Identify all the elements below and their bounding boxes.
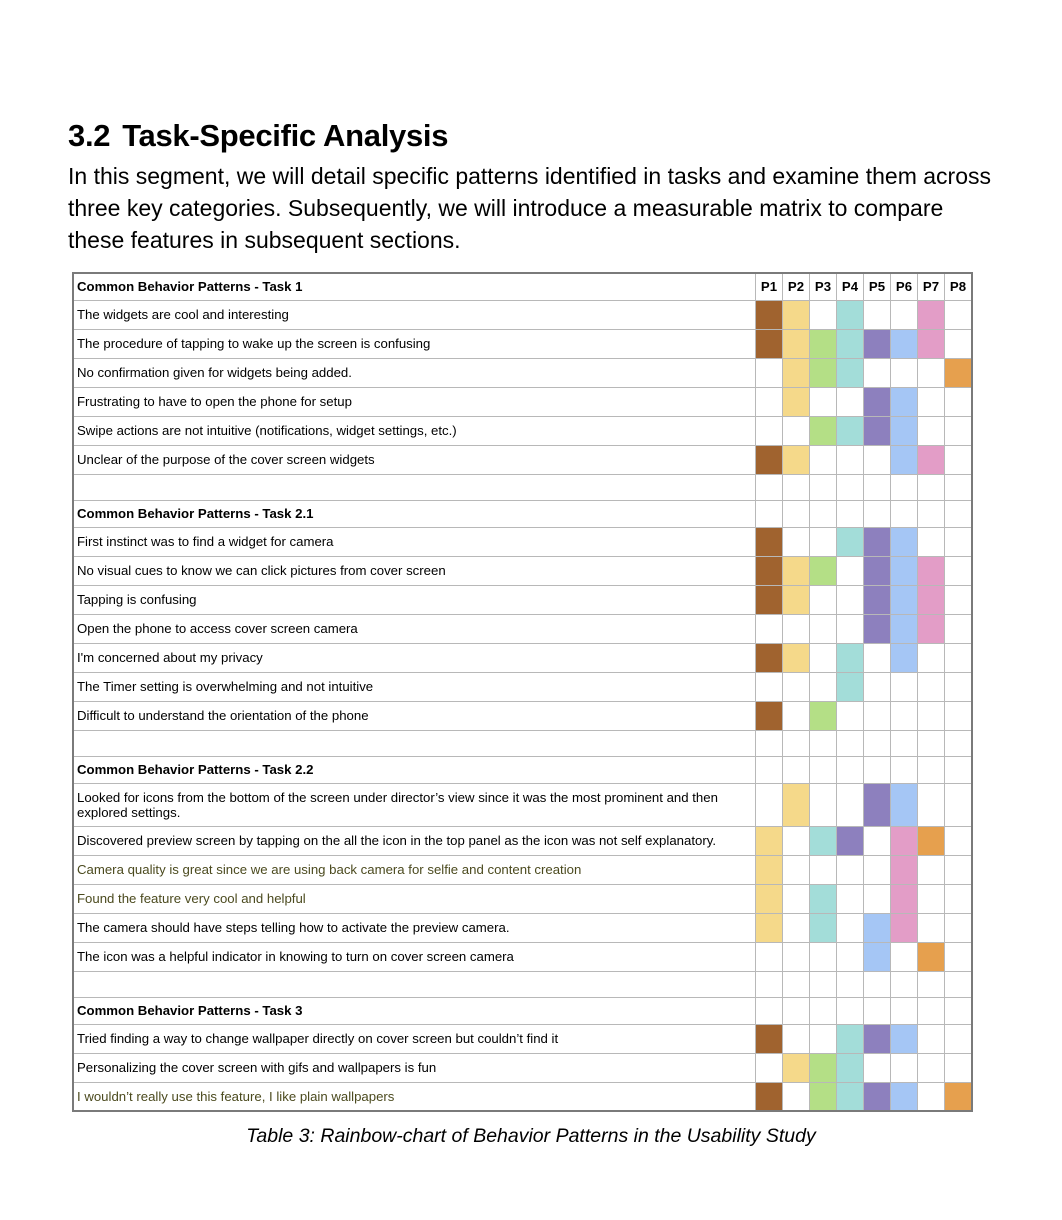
section-title: Task-Specific Analysis	[122, 118, 449, 153]
empty-cell	[810, 500, 837, 527]
empty-cell	[918, 358, 945, 387]
pattern-mark-cell	[891, 416, 918, 445]
empty-cell	[918, 643, 945, 672]
empty-cell	[783, 474, 810, 500]
pattern-mark-cell	[945, 358, 973, 387]
empty-cell	[918, 971, 945, 997]
empty-cell	[837, 756, 864, 783]
row-label: I wouldn’t really use this feature, I like plain wallpapers	[73, 1082, 756, 1111]
empty-cell	[918, 783, 945, 826]
section-header-label: Common Behavior Patterns - Task 2.2	[73, 756, 756, 783]
empty-cell	[783, 942, 810, 971]
empty-cell	[810, 445, 837, 474]
empty-cell	[756, 358, 783, 387]
section-header-label: Common Behavior Patterns - Task 1	[73, 273, 756, 300]
table-row	[73, 329, 972, 358]
empty-cell	[783, 997, 810, 1024]
empty-cell	[918, 756, 945, 783]
empty-cell	[945, 387, 973, 416]
section-header-row	[73, 997, 972, 1024]
pattern-mark-cell	[756, 884, 783, 913]
pattern-mark-cell	[783, 358, 810, 387]
row-label: Looked for icons from the bottom of the screen under director’s view since it was the most prominent and then explored settings.	[73, 783, 756, 826]
row-label: Personalizing the cover screen with gifs and wallpapers is fun	[73, 1053, 756, 1082]
empty-cell	[783, 971, 810, 997]
pattern-mark-cell	[918, 942, 945, 971]
row-label: Discovered preview screen by tapping on the all the icon in the top panel as the icon was not self explanatory.	[73, 826, 756, 855]
empty-cell	[945, 1053, 973, 1082]
empty-cell	[918, 387, 945, 416]
empty-cell	[783, 756, 810, 783]
empty-cell	[756, 387, 783, 416]
table-row	[73, 913, 972, 942]
empty-cell	[837, 884, 864, 913]
section-intro: In this segment, we will detail specific patterns identified in tasks and examine them across three key categories. Subsequently, we will introduce a measurable matrix to compare these features in subsequent sections.	[68, 163, 991, 253]
section-heading	[68, 118, 448, 154]
pattern-mark-cell	[837, 643, 864, 672]
pattern-mark-cell	[864, 913, 891, 942]
row-label	[73, 730, 756, 756]
pattern-mark-cell	[756, 556, 783, 585]
empty-cell	[864, 855, 891, 884]
empty-cell	[891, 701, 918, 730]
empty-cell	[810, 756, 837, 783]
empty-cell	[837, 701, 864, 730]
row-label: The camera should have steps telling how to activate the preview camera.	[73, 913, 756, 942]
empty-cell	[918, 500, 945, 527]
empty-cell	[918, 855, 945, 884]
empty-cell	[783, 855, 810, 884]
table-caption: Table 3: Rainbow-chart of Behavior Patterns in the Usability Study	[246, 1125, 816, 1147]
pattern-mark-cell	[891, 855, 918, 884]
empty-cell	[891, 300, 918, 329]
empty-cell	[756, 997, 783, 1024]
pattern-mark-cell	[810, 884, 837, 913]
empty-cell	[945, 997, 973, 1024]
pattern-mark-cell	[810, 556, 837, 585]
pattern-mark-cell	[756, 913, 783, 942]
empty-cell	[810, 474, 837, 500]
pattern-mark-cell	[810, 701, 837, 730]
empty-cell	[945, 701, 973, 730]
pattern-mark-cell	[891, 329, 918, 358]
row-label	[73, 474, 756, 500]
empty-cell	[810, 672, 837, 701]
table-row	[73, 585, 972, 614]
empty-cell	[810, 387, 837, 416]
pattern-mark-cell	[891, 884, 918, 913]
table-row	[73, 701, 972, 730]
table-row	[73, 643, 972, 672]
empty-cell	[864, 445, 891, 474]
pattern-mark-cell	[891, 1024, 918, 1053]
table-row	[73, 855, 972, 884]
empty-cell	[756, 756, 783, 783]
pattern-mark-cell	[783, 556, 810, 585]
pattern-mark-cell	[864, 585, 891, 614]
pattern-mark-cell	[918, 614, 945, 643]
empty-cell	[918, 701, 945, 730]
section-header-row	[73, 756, 972, 783]
table-row	[73, 358, 972, 387]
pattern-mark-cell	[891, 826, 918, 855]
empty-cell	[810, 585, 837, 614]
empty-cell	[756, 500, 783, 527]
participant-header: P5	[864, 273, 891, 300]
empty-cell	[864, 500, 891, 527]
empty-cell	[837, 387, 864, 416]
participant-header: P2	[783, 273, 810, 300]
empty-cell	[918, 730, 945, 756]
empty-cell	[891, 971, 918, 997]
empty-cell	[864, 643, 891, 672]
empty-cell	[945, 672, 973, 701]
pattern-mark-cell	[756, 585, 783, 614]
empty-cell	[891, 997, 918, 1024]
empty-cell	[783, 672, 810, 701]
empty-cell	[918, 416, 945, 445]
pattern-mark-cell	[756, 1082, 783, 1111]
pattern-mark-cell	[918, 585, 945, 614]
pattern-mark-cell	[891, 614, 918, 643]
participant-header: P6	[891, 273, 918, 300]
empty-cell	[891, 358, 918, 387]
empty-cell	[891, 474, 918, 500]
empty-cell	[945, 913, 973, 942]
pattern-mark-cell	[837, 527, 864, 556]
empty-cell	[864, 884, 891, 913]
empty-cell	[945, 500, 973, 527]
empty-cell	[837, 585, 864, 614]
empty-cell	[837, 855, 864, 884]
pattern-mark-cell	[864, 416, 891, 445]
pattern-mark-cell	[864, 614, 891, 643]
table-row	[73, 884, 972, 913]
empty-cell	[783, 1024, 810, 1053]
pattern-mark-cell	[756, 527, 783, 556]
empty-cell	[945, 756, 973, 783]
pattern-mark-cell	[891, 913, 918, 942]
blank-row	[73, 971, 972, 997]
table-row	[73, 1024, 972, 1053]
pattern-mark-cell	[891, 1082, 918, 1111]
pattern-mark-cell	[783, 387, 810, 416]
row-label: The widgets are cool and interesting	[73, 300, 756, 329]
empty-cell	[864, 756, 891, 783]
empty-cell	[810, 783, 837, 826]
empty-cell	[783, 913, 810, 942]
participant-header: P4	[837, 273, 864, 300]
table-row	[73, 783, 972, 826]
empty-cell	[864, 971, 891, 997]
empty-cell	[756, 942, 783, 971]
empty-cell	[945, 329, 973, 358]
row-label: The icon was a helpful indicator in knowing to turn on cover screen camera	[73, 942, 756, 971]
empty-cell	[891, 672, 918, 701]
table-row	[73, 416, 972, 445]
empty-cell	[864, 701, 891, 730]
empty-cell	[945, 942, 973, 971]
empty-cell	[756, 474, 783, 500]
empty-cell	[945, 783, 973, 826]
participant-header: P8	[945, 273, 973, 300]
empty-cell	[918, 1053, 945, 1082]
empty-cell	[891, 756, 918, 783]
empty-cell	[864, 997, 891, 1024]
empty-cell	[945, 527, 973, 556]
row-label	[73, 971, 756, 997]
table-row	[73, 527, 972, 556]
empty-cell	[756, 730, 783, 756]
empty-cell	[783, 614, 810, 643]
empty-cell	[918, 672, 945, 701]
empty-cell	[783, 701, 810, 730]
table-row	[73, 1053, 972, 1082]
row-label: Open the phone to access cover screen camera	[73, 614, 756, 643]
empty-cell	[945, 643, 973, 672]
empty-cell	[783, 730, 810, 756]
empty-cell	[810, 1024, 837, 1053]
row-label: No confirmation given for widgets being added.	[73, 358, 756, 387]
pattern-mark-cell	[837, 358, 864, 387]
empty-cell	[837, 783, 864, 826]
table-row	[73, 556, 972, 585]
empty-cell	[918, 913, 945, 942]
row-label: Difficult to understand the orientation of the phone	[73, 701, 756, 730]
table-row	[73, 387, 972, 416]
empty-cell	[810, 614, 837, 643]
pattern-mark-cell	[864, 329, 891, 358]
empty-cell	[945, 855, 973, 884]
row-label: Tapping is confusing	[73, 585, 756, 614]
empty-cell	[945, 1024, 973, 1053]
pattern-mark-cell	[837, 416, 864, 445]
empty-cell	[810, 942, 837, 971]
pattern-mark-cell	[756, 701, 783, 730]
row-label: Camera quality is great since we are using back camera for selfie and content creation	[73, 855, 756, 884]
row-label: First instinct was to find a widget for camera	[73, 527, 756, 556]
table-row	[73, 445, 972, 474]
pattern-mark-cell	[810, 358, 837, 387]
empty-cell	[756, 971, 783, 997]
empty-cell	[783, 826, 810, 855]
table-row	[73, 614, 972, 643]
section-header-row	[73, 500, 972, 527]
empty-cell	[891, 730, 918, 756]
row-label: Swipe actions are not intuitive (notifications, widget settings, etc.)	[73, 416, 756, 445]
pattern-mark-cell	[810, 913, 837, 942]
empty-cell	[864, 672, 891, 701]
empty-cell	[756, 672, 783, 701]
table-row	[73, 300, 972, 329]
pattern-mark-cell	[810, 416, 837, 445]
empty-cell	[810, 527, 837, 556]
pattern-mark-cell	[783, 329, 810, 358]
empty-cell	[864, 300, 891, 329]
pattern-mark-cell	[756, 643, 783, 672]
empty-cell	[837, 997, 864, 1024]
pattern-mark-cell	[810, 1082, 837, 1111]
table-row	[73, 826, 972, 855]
empty-cell	[945, 416, 973, 445]
empty-cell	[837, 971, 864, 997]
blank-row	[73, 730, 972, 756]
empty-cell	[810, 855, 837, 884]
empty-cell	[918, 1082, 945, 1111]
pattern-mark-cell	[945, 1082, 973, 1111]
empty-cell	[945, 730, 973, 756]
empty-cell	[756, 1053, 783, 1082]
pattern-mark-cell	[837, 1024, 864, 1053]
blank-row	[73, 474, 972, 500]
empty-cell	[783, 500, 810, 527]
row-label: Frustrating to have to open the phone for setup	[73, 387, 756, 416]
empty-cell	[837, 445, 864, 474]
row-label: Tried finding a way to change wallpaper directly on cover screen but couldn’t find it	[73, 1024, 756, 1053]
empty-cell	[837, 614, 864, 643]
empty-cell	[891, 500, 918, 527]
rainbow-chart-table	[72, 272, 973, 1112]
pattern-mark-cell	[810, 329, 837, 358]
empty-cell	[756, 783, 783, 826]
empty-cell	[810, 300, 837, 329]
empty-cell	[837, 913, 864, 942]
empty-cell	[783, 527, 810, 556]
table-row	[73, 1082, 972, 1111]
pattern-mark-cell	[864, 527, 891, 556]
empty-cell	[864, 1053, 891, 1082]
pattern-mark-cell	[756, 1024, 783, 1053]
empty-cell	[945, 971, 973, 997]
empty-cell	[945, 585, 973, 614]
empty-cell	[864, 730, 891, 756]
pattern-mark-cell	[837, 672, 864, 701]
pattern-mark-cell	[837, 329, 864, 358]
pattern-mark-cell	[756, 855, 783, 884]
row-label: Unclear of the purpose of the cover screen widgets	[73, 445, 756, 474]
empty-cell	[891, 1053, 918, 1082]
pattern-mark-cell	[756, 329, 783, 358]
pattern-mark-cell	[891, 527, 918, 556]
empty-cell	[864, 826, 891, 855]
pattern-mark-cell	[891, 783, 918, 826]
empty-cell	[837, 474, 864, 500]
empty-cell	[783, 416, 810, 445]
empty-cell	[837, 942, 864, 971]
empty-cell	[783, 884, 810, 913]
pattern-mark-cell	[891, 585, 918, 614]
pattern-mark-cell	[918, 826, 945, 855]
pattern-mark-cell	[756, 445, 783, 474]
pattern-mark-cell	[810, 1053, 837, 1082]
pattern-mark-cell	[864, 942, 891, 971]
table-row	[73, 672, 972, 701]
empty-cell	[945, 556, 973, 585]
empty-cell	[783, 1082, 810, 1111]
row-label: Found the feature very cool and helpful	[73, 884, 756, 913]
empty-cell	[810, 643, 837, 672]
pattern-mark-cell	[864, 783, 891, 826]
pattern-mark-cell	[864, 1024, 891, 1053]
empty-cell	[945, 445, 973, 474]
empty-cell	[837, 500, 864, 527]
pattern-mark-cell	[783, 1053, 810, 1082]
pattern-mark-cell	[783, 445, 810, 474]
empty-cell	[864, 358, 891, 387]
empty-cell	[918, 884, 945, 913]
pattern-mark-cell	[918, 300, 945, 329]
section-number: 3.2	[68, 118, 111, 153]
empty-cell	[918, 527, 945, 556]
section-header-label: Common Behavior Patterns - Task 3	[73, 997, 756, 1024]
empty-cell	[918, 997, 945, 1024]
section-header-row	[73, 273, 972, 300]
participant-header: P1	[756, 273, 783, 300]
pattern-mark-cell	[864, 556, 891, 585]
pattern-mark-cell	[837, 300, 864, 329]
pattern-mark-cell	[783, 643, 810, 672]
empty-cell	[945, 300, 973, 329]
section-header-label: Common Behavior Patterns - Task 2.1	[73, 500, 756, 527]
empty-cell	[945, 826, 973, 855]
pattern-mark-cell	[891, 387, 918, 416]
empty-cell	[891, 942, 918, 971]
pattern-mark-cell	[783, 783, 810, 826]
pattern-mark-cell	[756, 300, 783, 329]
pattern-mark-cell	[810, 826, 837, 855]
row-label: The Timer setting is overwhelming and not intuitive	[73, 672, 756, 701]
pattern-mark-cell	[783, 300, 810, 329]
row-label: No visual cues to know we can click pictures from cover screen	[73, 556, 756, 585]
empty-cell	[864, 474, 891, 500]
pattern-mark-cell	[837, 1082, 864, 1111]
pattern-mark-cell	[891, 643, 918, 672]
empty-cell	[810, 997, 837, 1024]
empty-cell	[918, 1024, 945, 1053]
pattern-mark-cell	[918, 445, 945, 474]
empty-cell	[756, 416, 783, 445]
pattern-mark-cell	[864, 1082, 891, 1111]
empty-cell	[918, 474, 945, 500]
pattern-mark-cell	[891, 556, 918, 585]
table-row	[73, 942, 972, 971]
pattern-mark-cell	[864, 387, 891, 416]
empty-cell	[837, 730, 864, 756]
pattern-mark-cell	[891, 445, 918, 474]
empty-cell	[810, 971, 837, 997]
empty-cell	[756, 614, 783, 643]
pattern-mark-cell	[837, 826, 864, 855]
pattern-mark-cell	[756, 826, 783, 855]
empty-cell	[945, 884, 973, 913]
row-label: The procedure of tapping to wake up the screen is confusing	[73, 329, 756, 358]
pattern-mark-cell	[783, 585, 810, 614]
empty-cell	[945, 614, 973, 643]
empty-cell	[810, 730, 837, 756]
pattern-mark-cell	[837, 1053, 864, 1082]
pattern-mark-cell	[918, 329, 945, 358]
participant-header: P3	[810, 273, 837, 300]
participant-header: P7	[918, 273, 945, 300]
empty-cell	[837, 556, 864, 585]
pattern-mark-cell	[918, 556, 945, 585]
row-label: I'm concerned about my privacy	[73, 643, 756, 672]
empty-cell	[945, 474, 973, 500]
